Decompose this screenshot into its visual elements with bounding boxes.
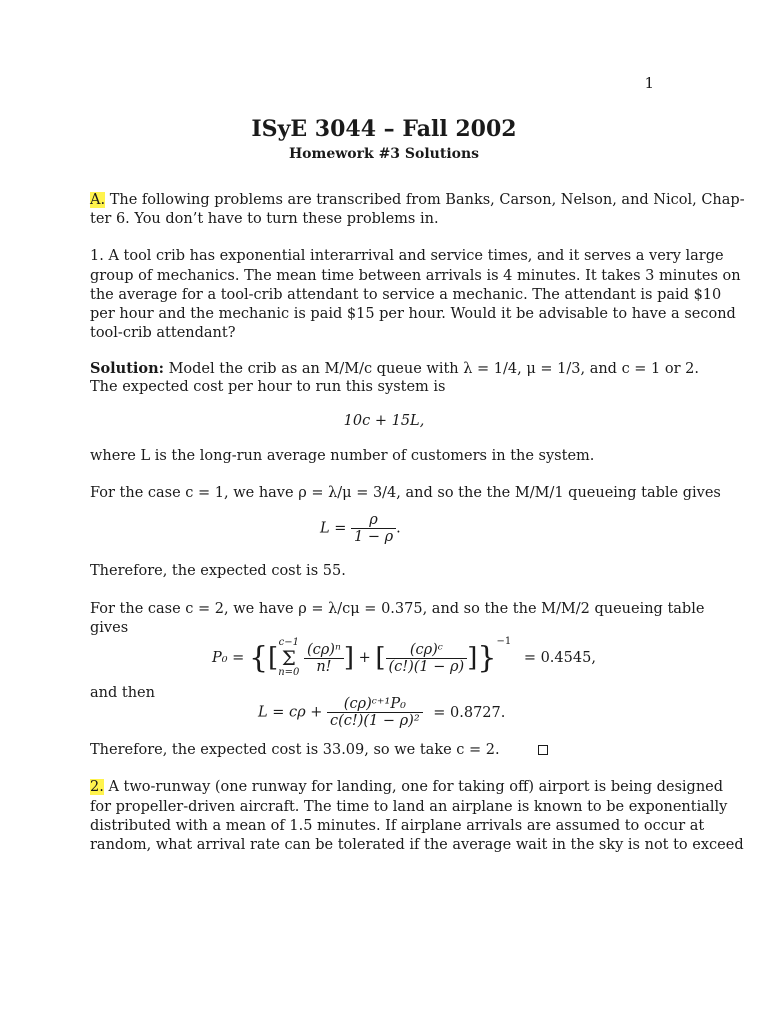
result-2-text: Therefore, the expected cost is 33.09, so we take c = 2. — [90, 742, 548, 758]
case-1-text: For the case c = 1, we have ρ = λ/μ = 3/4, and so the the M/M/1 queueing table gives — [90, 485, 721, 501]
problem-1-line-3: the average for a tool-crib attendant to service a mechanic. The attendant is paid $10 — [90, 287, 722, 303]
solution-label: Solution: — [90, 360, 164, 377]
problem-2-line-2: for propeller-driven aircraft. The time to land an airplane is known to be exponentially — [90, 799, 728, 815]
L-fraction: $\frac{\rho}{1 - \rho}$ — [351, 512, 396, 545]
problem-2-line-1: 2. A two-runway (one runway for landing, one for taking off) airport is being designed — [90, 779, 724, 795]
L-equation-mm2: L = cρ + $\frac{\text{(cρ)ᶜ⁺¹P₀}}{\text{c(c!)(1 − ρ)²}}$ = 0.8727. — [258, 696, 506, 729]
problem-1-line-2: group of mechanics. The mean time between arrivals is 4 minutes. It takes 3 minutes on — [90, 268, 741, 284]
solution-line-2: The expected cost per hour to run this system is — [90, 379, 446, 395]
P0-fraction-2: $\frac{\text{(cρ)ᶜ}}{(c!)(1 - \rho)}$ — [386, 642, 468, 675]
problem-1-line-5: tool-crib attendant? — [90, 325, 236, 341]
problem-2-line-4: random, what arrival rate can be tolerated if the average wait in the sky is not to exceed — [90, 837, 744, 853]
section-a-line-1: A. The following problems are transcribed from Banks, Carson, Nelson, and Nicol, Chap- — [90, 192, 745, 208]
and-then-text: and then — [90, 685, 155, 701]
section-a-line-2: ter 6. You don’t have to turn these problems in. — [90, 211, 439, 227]
case-2-line-2: gives — [90, 620, 129, 636]
section-a-label: A. — [90, 192, 106, 208]
where-text: where L is the long-run average number of customers in the system. — [90, 448, 595, 464]
problem-1-line-1: 1. A tool crib has exponential interarrival and service times, and it serves a very large — [90, 248, 724, 264]
L-equation-mm1: L = $\frac{\rho}{1 - \rho}$ . — [320, 512, 401, 545]
problem-1-line-4: per hour and the mechanic is paid $15 per hour. Would it be advisable to have a second — [90, 306, 736, 322]
document-title: ISyE 3044 – Fall 2002 — [251, 116, 517, 142]
solution-line-1: Solution: Model the crib as an M/M/c queue with λ = 1/4, μ = 1/3, and c = 1 or 2. — [90, 360, 699, 377]
L2-fraction: $\frac{\text{(cρ)ᶜ⁺¹P₀}}{\text{c(c!)(1 − ρ)²}}$ — [327, 696, 423, 729]
qed-square-icon — [538, 745, 548, 755]
page-number: 1 — [644, 74, 654, 92]
P0-equation: P₀ = {[ c−1 Σ n=0 $\frac{\text{(cρ)ⁿ}}{n!}$ ] + [ $\frac{\text{(cρ)ᶜ}}{(c!)(1 - \rho)}$ ]}$^{-1}$ = 0.4545, — [212, 636, 596, 678]
problem-2-label: 2. — [90, 779, 104, 795]
cost-equation: 10c + 15L, — [343, 413, 425, 429]
result-1-text: Therefore, the expected cost is 55. — [90, 563, 346, 579]
P0-fraction-1: $\frac{\text{(cρ)ⁿ}}{n!}$ — [304, 642, 344, 675]
problem-2-line-3: distributed with a mean of 1.5 minutes. If airplane arrivals are assumed to occur at — [90, 818, 705, 834]
document-subtitle: Homework #3 Solutions — [288, 146, 480, 162]
case-2-line-1: For the case c = 2, we have ρ = λ/cμ = 0.375, and so the the M/M/2 queueing table — [90, 601, 705, 617]
